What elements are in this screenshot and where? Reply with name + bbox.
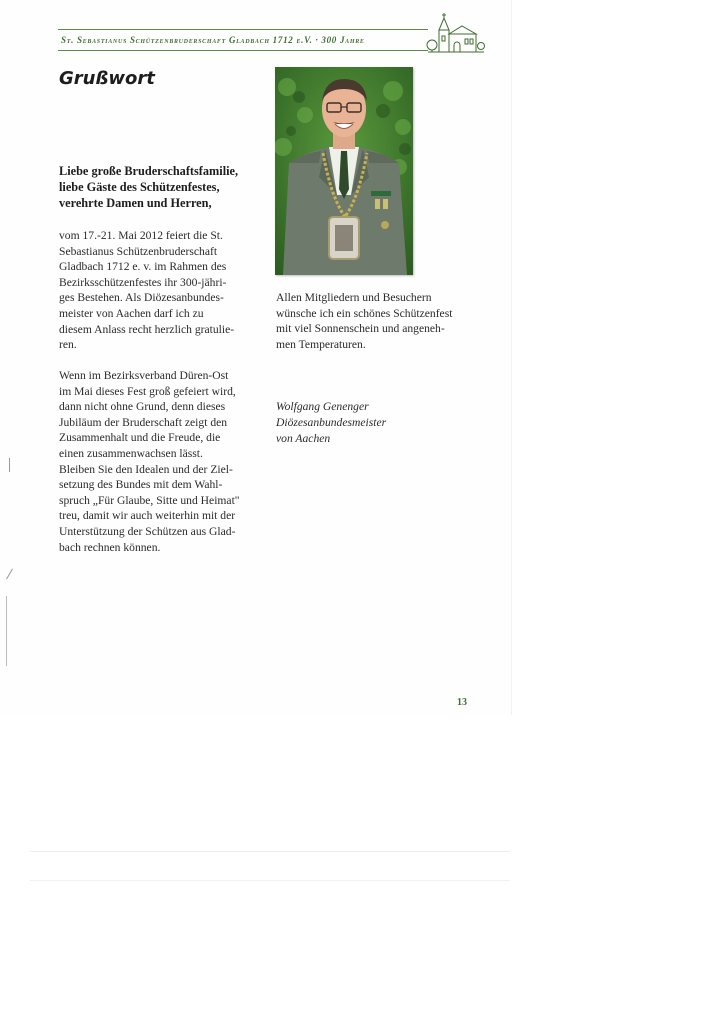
signature-block [276,399,486,447]
signature-role: Diözesanbundesmeister [276,416,387,429]
scan-mark [9,458,10,472]
page-title: Grußwort [59,68,155,89]
text-line: men Temperaturen. [276,337,366,351]
scan-mark [511,0,512,715]
page-number: 13 [457,697,467,708]
text-line: treu, damit wir auch weiterhin mit der [59,509,236,523]
brochure-page [0,0,512,715]
header-rule-bottom [58,50,428,51]
text-line: Gladbach 1712 e. v. im Rahmen des [59,260,227,274]
text-line: Bleiben Sie den Idealen und der Ziel- [59,462,233,476]
scan-mark [30,880,510,881]
header-rule-top [58,29,428,30]
header-text: St. Sebastianus Schützenbruderschaft Gladbach 1712 e.V. · 300 Jahre [61,35,365,45]
photo-caption [276,290,486,352]
text-line: Zusammenhalt und die Freude, die [59,431,221,445]
paragraph-1 [59,228,264,353]
text-line: Allen Mitgliedern und Besuchern [276,291,432,304]
text-line: einen zusammenwachsen lässt. [59,446,203,460]
text-line: vom 17.-21. Mai 2012 feiert die St. [59,229,223,242]
text-line: mit viel Sonnenschein und angeneh- [276,322,445,336]
greeting-line: verehrte Damen und Herren, [59,196,212,210]
greeting [59,163,259,211]
greeting-line: Liebe große Bruderschaftsfamilie, [59,164,239,178]
page-header [58,26,486,58]
text-line: Bezirksschützenfestes ihr 300-jähri- [59,275,227,289]
text-line: dann nicht ohne Grund, denn dieses [59,400,226,414]
text-line: spruch „Für Glaube, Sitte und Heimat" [59,493,240,507]
text-line: bach rechnen können. [59,540,161,554]
signature-name: Wolfgang Genenger [276,400,369,413]
text-line: im Mai dieses Fest groß gefeiert wird, [59,384,236,398]
text-line: diesem Anlass recht herzlich gratulie- [59,322,235,336]
text-line: setzung des Bundes mit dem Wahl- [59,478,223,492]
paragraph-2 [59,368,264,555]
scan-mark [6,596,7,666]
portrait-photo [275,67,413,275]
signature-place: von Aachen [276,432,331,445]
greeting-line: liebe Gäste des Schützenfestes, [59,180,220,194]
scan-mark [30,851,510,852]
text-line: ren. [59,338,77,352]
text-line: Wenn im Bezirksverband Düren-Ost [59,369,229,382]
text-line: wünsche ich ein schönes Schützenfest [276,306,453,320]
text-line: Unterstützung der Schützen aus Glad- [59,524,236,538]
text-line: Jubiläum der Bruderschaft zeigt den [59,415,228,429]
text-line: meister von Aachen darf ich zu [59,306,204,320]
text-line: Sebastianus Schützenbruderschaft [59,244,218,258]
text-line: ges Bestehen. Als Diözesanbundes- [59,291,224,305]
church-icon [424,12,486,58]
